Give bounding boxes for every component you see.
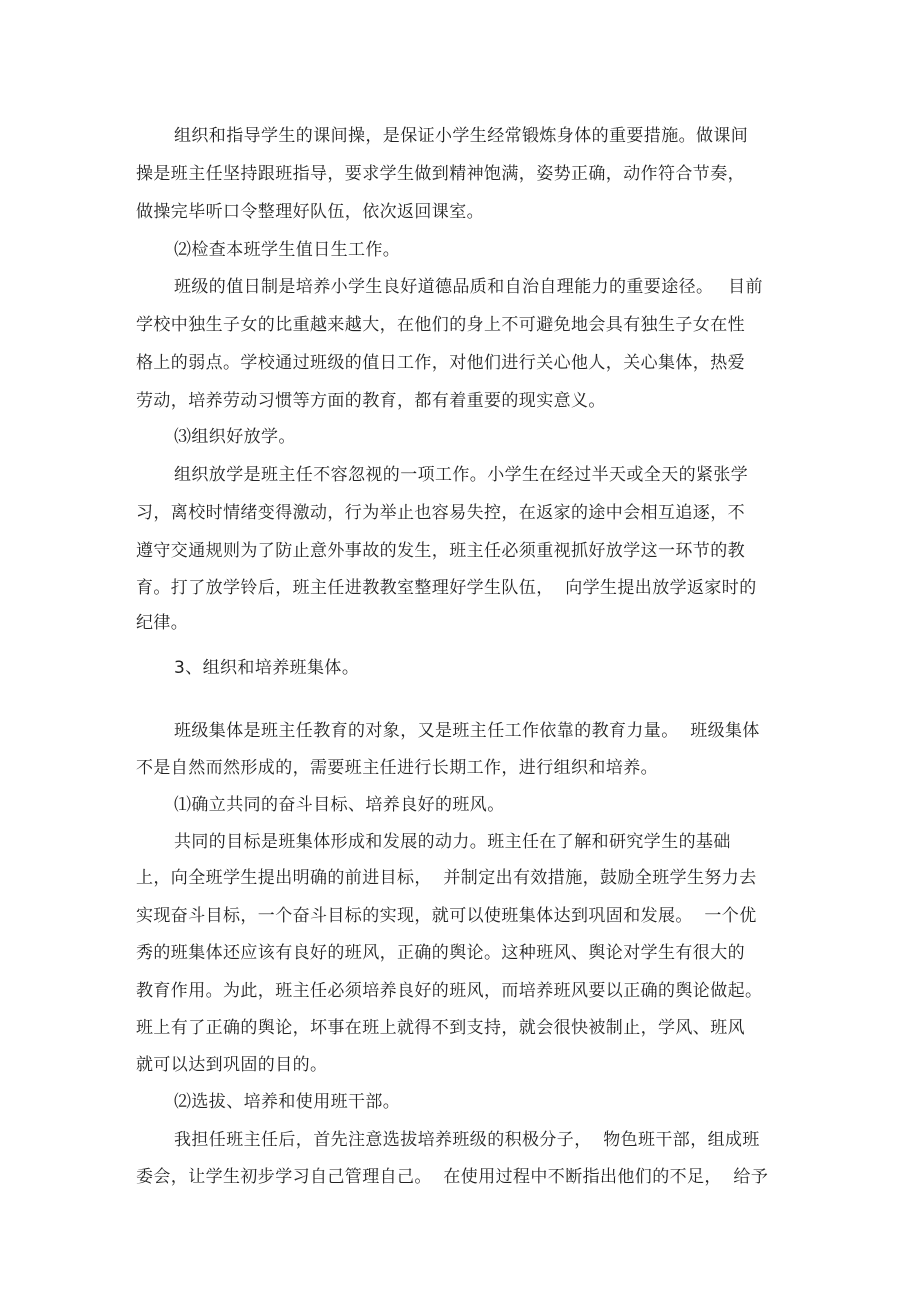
text-line: 共同的目标是班集体形成和发展的动力。班主任在了解和研究学生的基础 [174, 832, 731, 852]
section-heading: ⑵检查本班学生值日生工作。 [174, 240, 401, 260]
text-line: 做操完毕听口令整理好队伍，依次返回课室。 [136, 202, 484, 222]
text-line: 学校中独生子女的比重越来越大，在他们的身上不可避免地会具有独生子女在性 [136, 315, 745, 335]
section-heading: 3、组织和培养班集体。 [174, 658, 360, 678]
text-line: 劳动，培养劳动习惯等方面的教育，都有着重要的现实意义。 [136, 391, 606, 411]
section-heading: ⑵选拔、培养和使用班干部。 [174, 1092, 401, 1112]
section-heading: ⑴确立共同的奋斗目标、培养良好的班风。 [174, 795, 505, 815]
text-line: 教育作用。为此，班主任必须培养良好的班风，而培养班风要以正确的舆论做起。 [136, 981, 763, 1001]
text-line: 组织放学是班主任不容忽视的一项工作。小学生在经过半天或全天的紧张学 [174, 465, 749, 485]
text-line: 不是自然而然形成的，需要班主任进行长期工作，进行组织和培养。 [136, 758, 658, 778]
text-line: 委会，让学生初步学习自己管理自己。 在使用过程中不断指出他们的不足， 给予 [136, 1167, 769, 1187]
text-line: 操是班主任坚持跟班指导，要求学生做到精神饱满，姿势正确，动作符合节奏， [136, 164, 745, 184]
text-line: 纪律。 [136, 613, 189, 633]
text-line: 我担任班主任后，首先注意选拔培养班级的积极分子， 物色班干部，组成班 [174, 1130, 760, 1150]
text-line: 就可以达到巩固的目的。 [136, 1055, 328, 1075]
text-line: 班级集体是班主任教育的对象，又是班主任工作依靠的教育力量。 班级集体 [174, 721, 760, 741]
text-line: 班上有了正确的舆论，坏事在班上就得不到支持，就会很快被制止，学风、班风 [136, 1018, 745, 1038]
text-line: 习，离校时情绪变得激动，行为举止也容易失控，在返家的途中会相互追逐，不 [136, 503, 745, 523]
text-line: 实现奋斗目标，一个奋斗目标的实现，就可以使班集体达到巩固和发展。 一个优 [136, 906, 757, 926]
text-line: 班级的值日制是培养小学生良好道德品质和自治自理能力的重要途径。 目前 [174, 277, 763, 297]
text-line: 育。打了放学铃后，班主任进教教室整理好学生队伍， 向学生提出放学返家时的 [136, 578, 757, 598]
text-line: 遵守交通规则为了防止意外事故的发生，班主任必须重视抓好放学这一环节的教 [136, 541, 745, 561]
text-line: 上，向全班学生提出明确的前进目标， 并制定出有效措施，鼓励全班学生努力去 [136, 868, 757, 888]
text-line: 格上的弱点。学校通过班级的值日工作，对他们进行关心他人，关心集体，热爱 [136, 353, 745, 373]
text-line: 组织和指导学生的课间操，是保证小学生经常锻炼身体的重要措施。做课间 [174, 126, 749, 146]
section-heading: ⑶组织好放学。 [174, 427, 296, 447]
text-line: 秀的班集体还应该有良好的班风，正确的舆论。这种班风、舆论对学生有很大的 [136, 943, 745, 963]
